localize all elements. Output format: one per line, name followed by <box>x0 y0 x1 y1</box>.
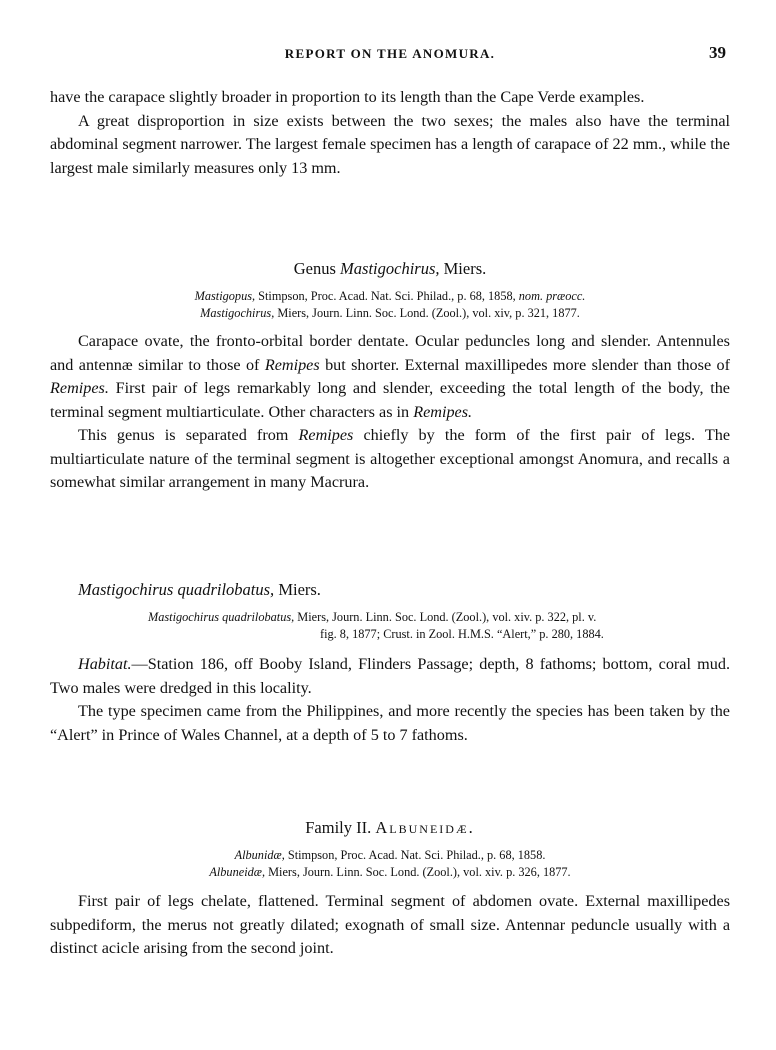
running-title: REPORT ON THE ANOMURA. <box>284 46 496 61</box>
species-reference-name: Mastigochirus quadrilobatus, <box>148 610 295 624</box>
genus-p1-taxon-1: Remipes <box>264 355 320 374</box>
intro-section <box>50 86 730 180</box>
family-reference-1-text: Stimpson, Proc. Acad. Nat. Sci. Philad., p. 68, 1858. <box>287 848 546 862</box>
family-heading-prefix: Family II. <box>305 818 372 837</box>
genus-p1-part-e: First pair of legs remarkably long and slender, exceeding the total length of the body, the terminal segment multiarticulate. Other characters as in <box>50 379 730 421</box>
genus-reference-1-note: nom. præocc. <box>518 289 586 303</box>
habitat-label: Habitat. <box>78 655 132 673</box>
page <box>50 0 730 1050</box>
genus-heading-name: Mastigochirus, <box>340 259 440 278</box>
family-references <box>50 847 730 881</box>
page-number: 39 <box>709 43 726 62</box>
genus-reference-2-text: Miers, Journ. Linn. Soc. Lond. (Zool.), vol. xiv, p. 321, 1877. <box>277 306 580 320</box>
genus-section <box>50 259 730 495</box>
genus-p2-part-c: chiefly by the form of the first pair of legs. The multiarticulate nature of the terminal segment is altogether exceptional amongst Anomura, and recalls a somewhat similar arrangement in many Macrura. <box>50 426 731 491</box>
family-reference-2-text: Miers, Journ. Linn. Soc. Lond. (Zool.), vol. xiv. p. 326, 1877. <box>268 865 571 879</box>
genus-p1-part-a: Carapace ovate, the fronto-orbital border dentate. Ocular peduncles long and slender. Antennules and antennæ similar to those of <box>50 332 730 374</box>
species-heading-name: Mastigochirus quadrilobatus, <box>78 580 275 599</box>
family-reference-2-name: Albuneidæ, <box>209 865 266 879</box>
species-reference-line-1 <box>148 609 708 626</box>
running-head <box>50 43 730 68</box>
genus-reference-2-name: Mastigochirus, <box>200 306 275 320</box>
species-heading <box>50 580 730 600</box>
species-section <box>50 580 730 747</box>
family-paragraph-1: First pair of legs chelate, flattened. Terminal segment of abdomen ovate. External maxillipedes subpediform, the merus not greatly dilated; exognath of small size. Antennar peduncle usually with a distinct acicle arising from the second joint. <box>50 892 730 957</box>
genus-reference-1-text: Stimpson, Proc. Acad. Nat. Sci. Philad., p. 68, 1858, <box>258 289 516 303</box>
family-reference-1-name: Albunidæ, <box>234 848 285 862</box>
species-reference-line-2: fig. 8, 1877; Crust. in Zool. H.M.S. “Alert,” p. 280, 1884. <box>320 627 604 641</box>
species-paragraph-2: The type specimen came from the Philippines, and more recently the species has been taken by the “Alert” in Prince of Wales Channel, at a depth of 5 to 7 fathoms. <box>50 702 730 744</box>
genus-reference-1 <box>50 288 730 305</box>
genus-p2-part-a: This genus is separated from <box>78 426 289 444</box>
genus-heading-author: Miers. <box>443 259 487 278</box>
family-section <box>50 818 730 961</box>
species-reference <box>50 609 730 643</box>
genus-paragraph-1 <box>50 330 730 424</box>
genus-reference-2 <box>50 305 730 322</box>
habitat-text: —Station 186, off Booby Island, Flinders Passage; depth, 8 fathoms; bottom, coral mud. Two males were dredged in this locality. <box>50 655 730 697</box>
family-heading-name: Albuneidæ. <box>375 818 475 837</box>
genus-p2-taxon: Remipes <box>298 426 354 444</box>
family-reference-2 <box>50 864 730 881</box>
genus-heading <box>50 259 730 279</box>
species-reference-text-1: Miers, Journ. Linn. Soc. Lond. (Zool.), vol. xiv. p. 322, pl. v. <box>297 610 597 624</box>
genus-reference-1-name: Mastigopus, <box>194 289 256 303</box>
genus-p1-taxon-2: Remipes. <box>50 379 109 397</box>
intro-paragraph-1: have the carapace slightly broader in proportion to its length than the Cape Verde examples. <box>50 88 645 106</box>
family-reference-1 <box>50 847 730 864</box>
genus-paragraph-2 <box>50 424 730 495</box>
family-heading <box>50 818 730 838</box>
intro-paragraph-2: A great disproportion in size exists between the two sexes; the males also have the terminal abdominal segment narrower. The largest female specimen has a length of carapace of 22 mm., while the largest male similarly measures only 13 mm. <box>50 111 730 177</box>
species-heading-author: Miers. <box>278 580 321 599</box>
genus-heading-prefix: Genus <box>293 259 336 278</box>
genus-p1-part-c: but shorter. External maxillipedes more slender than those of <box>325 355 730 374</box>
genus-references <box>50 288 730 322</box>
species-habitat-paragraph <box>50 653 730 700</box>
genus-p1-taxon-3: Remipes. <box>413 402 473 421</box>
